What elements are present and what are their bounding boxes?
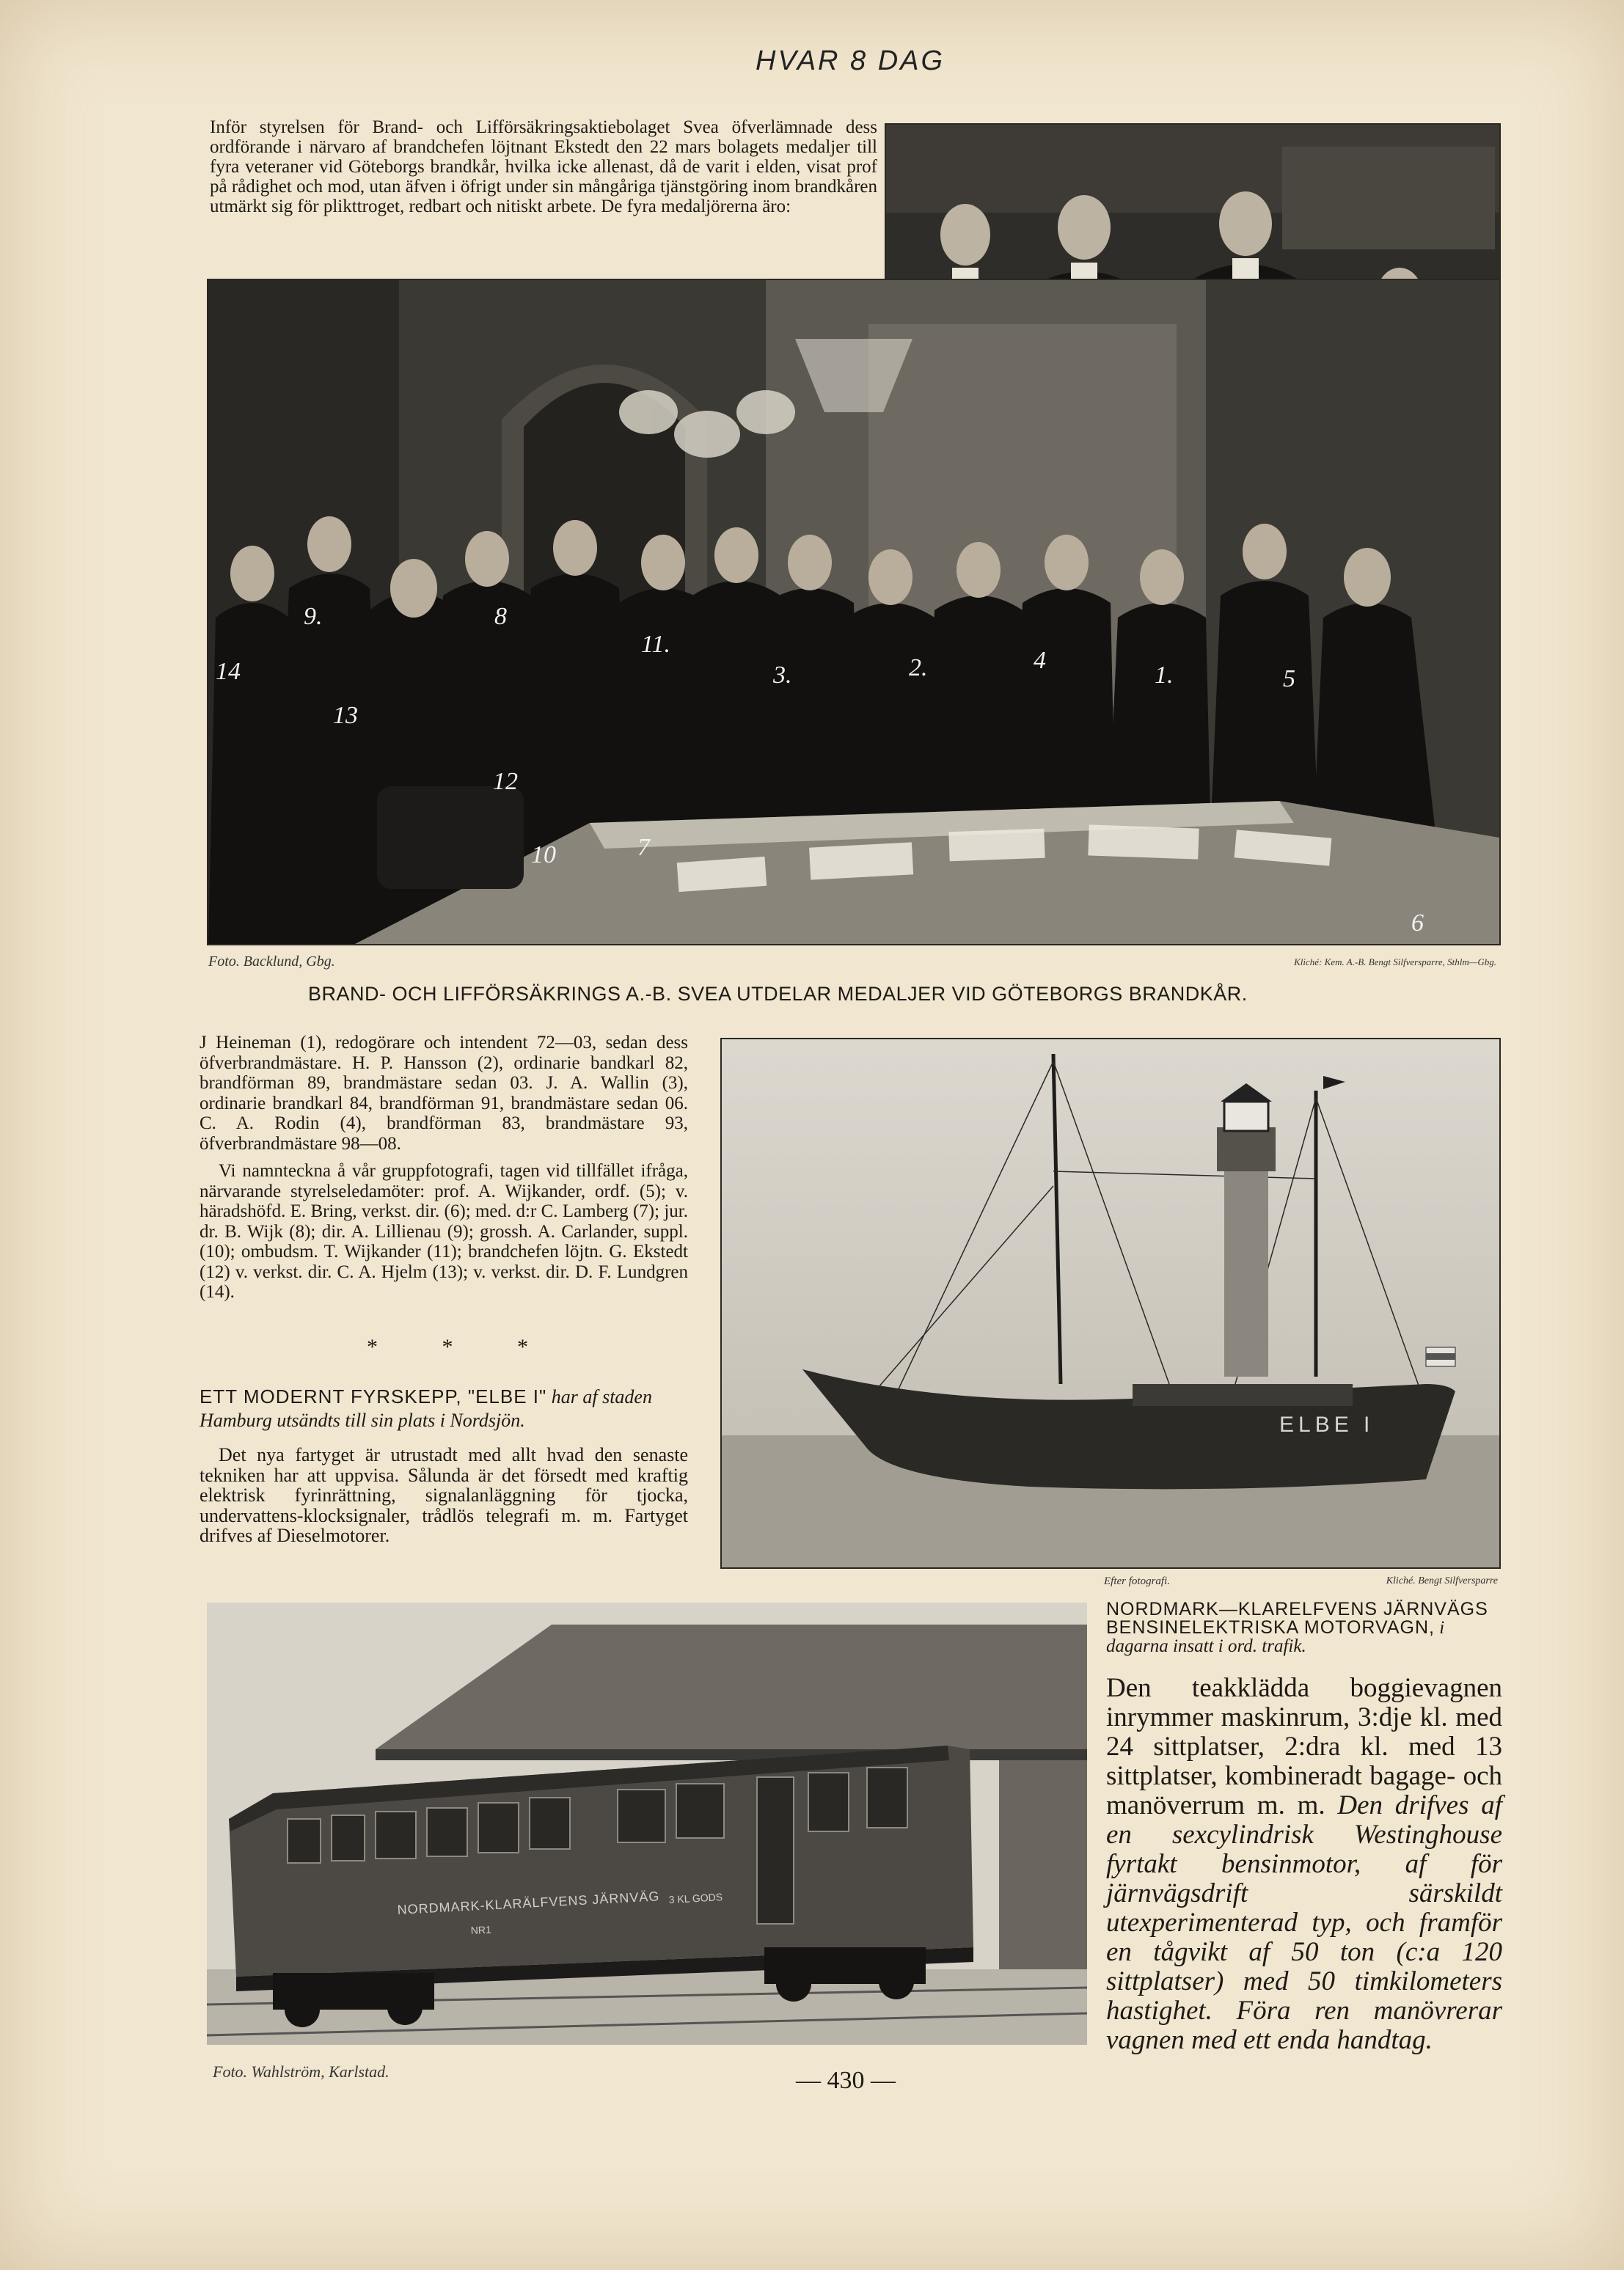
page-header: HVAR 8 DAG	[756, 45, 945, 76]
board-members-paragraph: Vi namnteckna å vår gruppfotografi, tagen vid tillfället ifråga, närvarande styrelseledamöter: prof. A. Wijkander, ordf. (5); v. häradshöfd. E. Bring, verkst. dir. (6); med. d:r C. Lamberg (7); jur. dr. B. Wijk (8); dir. A. Lillienau (9); grossh. A. Carlander, suppl. (10); ombudsm. T. Wijkander (11); brandchefen löjtn. G. Ekstedt (12) v. verkst. dir. C. A. Hjelm (13); v. verkst. dir. D. F. Lundgren (14).	[200, 1161, 688, 1302]
person-label-4: 4	[1034, 647, 1046, 674]
train-heading: NORDMARK—KLARELFVENS JÄRNVÄGS BENSINELEKTRISKA MOTORVAGN,	[1106, 1599, 1488, 1638]
person-label-1: 1.	[1155, 662, 1174, 689]
person-label-7: 7	[637, 834, 650, 861]
ship-hull-lettering: ELBE I	[1279, 1413, 1375, 1437]
train-body-italic: Den drifves af en sexcylindrisk Westinghouse fyrtakt bensinmotor, af för järnvägsdrift särskildt utexperimenterad typ, och framför en tågvikt af 50 ton (c:a 120 sittplatser) med 50 timkilometers hastighet. Föra ren manövrerar vagnen med ett enda handtag.	[1106, 1790, 1503, 2055]
train-heading-italic: i dagarna insatt i ord. trafik.	[1106, 1618, 1445, 1656]
person-label-9: 9.	[304, 603, 323, 630]
train-heading-block	[1106, 1600, 1502, 1655]
intro-paragraph: Inför styrelsen för Brand- och Lifförsäkringsaktiebolaget Svea öfverlämnade dess ordförande i närvaro af brandchefen löjtnant Ekstedt den 22 mars bolagets medaljer till fyra veteraner vid Göteborgs brandkår, hvilka icke allenast, då de varit i elden, visat prof på rådighet och mod, utan äfven i öfrigt under sin mångåriga tjänstgöring inom brandkåren utmärkt sig för plikttroget, redbart och nitiskt arbete. De fyra medaljörerna äro:	[210, 117, 877, 216]
group-photo-kliche-credit: Kliché: Kem. A.-B. Bengt Silfversparre, Sthlm—Gbg.	[1294, 956, 1496, 967]
motor-car-illustration	[207, 1603, 1087, 2045]
car-lettering: NORDMARK-KLARÄLFVENS JÄRNVÄG	[397, 1889, 660, 1917]
ship-heading-block	[200, 1385, 698, 1432]
person-label-6: 6	[1411, 909, 1424, 937]
train-body-text: Den teakklädda boggievagnen inrymmer maskinrum, 3:dje kl. med 24 sittplatser, 2:dra kl. med 13 sittplatser, kombineradt bagage- och manöverrum m. m.	[1106, 1673, 1502, 1820]
medalists-names-paragraph: J Heineman (1), redogörare och intendent 72—03, sedan dess öfverbrandmästare. H. P. Hansson (2), ordinarie bandkarl 82, brandförman 89, brandmästare sedan 03. J. A. Wallin (3), ordinarie brandkarl 84, brandförman 91, brandmästare sedan 06. C. A. Rodin (4), brandförman 83, brandmästare 93, öfverbrandmästare 98—08.	[200, 1033, 688, 1154]
car-lettering-2: 3 KL GODS	[668, 1891, 723, 1905]
lightship-illustration	[722, 1039, 1499, 1567]
ship-photo-credit: Efter fotografi.	[1104, 1575, 1170, 1587]
train-photo-credit: Foto. Wahlström, Karlstad.	[213, 2062, 389, 2081]
ship-kliche-credit: Kliché. Bengt Silfversparre	[1386, 1575, 1498, 1586]
lightship-photo	[720, 1038, 1501, 1569]
group-photo	[207, 279, 1501, 945]
group-photo-credit: Foto. Backlund, Gbg.	[208, 953, 335, 970]
person-label-5: 5	[1283, 665, 1295, 692]
section-separator: * * *	[367, 1335, 557, 1359]
person-label-14: 14	[216, 658, 241, 685]
group-photo-illustration	[208, 280, 1499, 944]
person-label-3: 3.	[773, 662, 792, 689]
motor-car-photo	[207, 1603, 1087, 2045]
ship-body-paragraph: Det nya fartyget är utrustadt med allt hvad den senaste tekniken har att uppvisa. Sålunda är det försedt med kraftig elektrisk fyrinrättning, signalanläggning för tjocka, undervattens-klocksignaler, trådlös telegrafi m. m. Fartyget drifves af Dieselmotorer.	[200, 1444, 688, 1546]
train-body-block	[1106, 1674, 1502, 2055]
group-photo-caption: BRAND- OCH LIFFÖRSÄKRINGS A.-B. SVEA UTDELAR MEDALJER VID GÖTEBORGS BRANDKÅR.	[308, 983, 1248, 1005]
person-label-8: 8	[494, 603, 507, 630]
page-number: — 430 —	[796, 2067, 896, 2094]
person-label-2: 2.	[909, 654, 928, 681]
person-label-12: 12	[493, 768, 518, 795]
person-label-13: 13	[333, 702, 358, 729]
car-number: NR1	[470, 1923, 492, 1936]
person-label-10: 10	[531, 841, 556, 868]
ship-heading-italic: har af staden Hamburg utsändts till sin plats i Nordsjön.	[200, 1386, 652, 1431]
ship-heading: ETT MODERNT FYRSKEPP, "ELBE I"	[200, 1385, 547, 1407]
person-label-11: 11.	[641, 631, 670, 658]
